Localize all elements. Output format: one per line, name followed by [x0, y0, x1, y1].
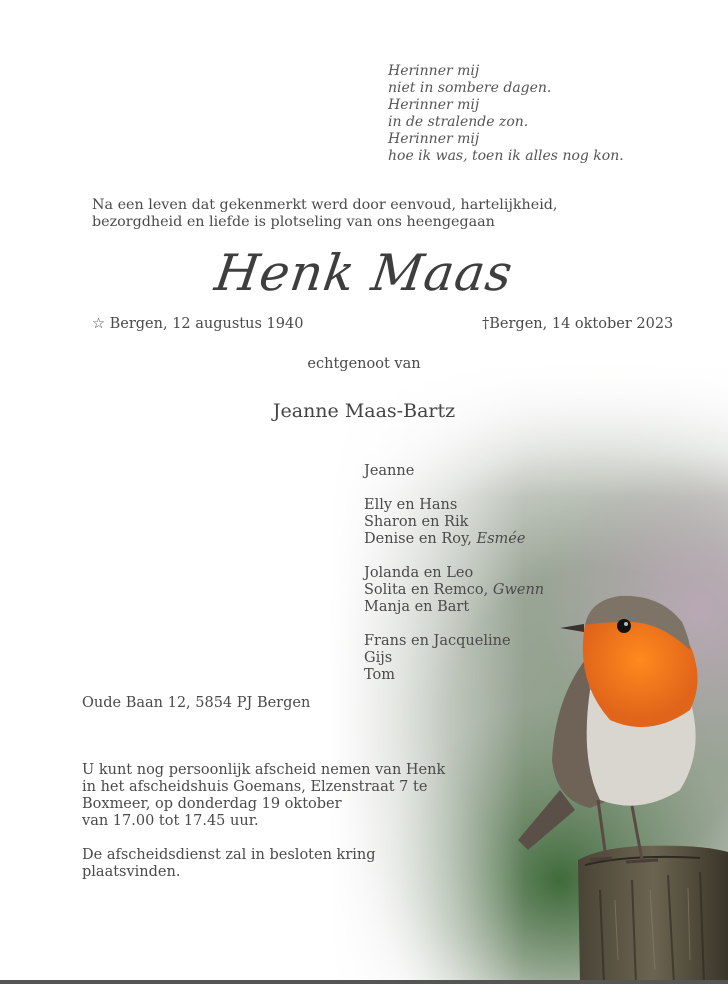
poem-line: hoe ik was, toen ik alles nog kon. [388, 148, 624, 164]
service-line: De afscheidsdienst zal in besloten kring [82, 847, 376, 863]
family-member: Elly en Hans [364, 497, 458, 513]
family-group [364, 565, 544, 616]
family-couple: Denise en Roy, [364, 531, 472, 547]
family-group [364, 633, 544, 684]
intro-line: Na een leven dat gekenmerkt werd door eenvoud, hartelijkheid, [92, 197, 558, 213]
page-bottom-border [0, 980, 728, 984]
service-line: van 17.00 tot 17.45 uur. [82, 813, 259, 829]
family-member [364, 531, 544, 548]
grandchild-name: Esmée [476, 531, 526, 547]
birth-text: Bergen, 12 augustus 1940 [109, 316, 304, 332]
family-member: Manja en Bart [364, 599, 470, 615]
service-line: Boxmeer, op donderdag 19 oktober [82, 796, 342, 812]
family-group [364, 463, 544, 480]
poem-line: Herinner mij [388, 97, 480, 113]
death-date [482, 316, 673, 333]
star-icon: ☆ [92, 316, 105, 332]
family-member [364, 582, 544, 599]
family-member: Sharon en Rik [364, 514, 469, 530]
cross-icon: † [482, 316, 490, 332]
poem-line: Herinner mij [388, 131, 480, 147]
home-address: Oude Baan 12, 5854 PJ Bergen [82, 695, 311, 711]
family-list [364, 463, 544, 701]
relation-label: echtgenoot van [307, 356, 421, 372]
deceased-name: Henk Maas [211, 244, 517, 302]
service-info [82, 762, 445, 881]
family-member: Frans en Jacqueline [364, 633, 511, 649]
grandchild-name: Gwenn [492, 582, 545, 598]
family-member: Tom [364, 667, 396, 683]
poem-line: in de stralende zon. [388, 114, 529, 130]
service-line: plaatsvinden. [82, 864, 181, 880]
poem-line: niet in sombere dagen. [388, 80, 552, 96]
family-group [364, 497, 544, 548]
family-member: Gijs [364, 650, 393, 666]
family-member: Jeanne [364, 463, 415, 479]
poem [388, 63, 624, 165]
service-line: U kunt nog persoonlijk afscheid nemen van Henk [82, 762, 446, 778]
spouse-name: Jeanne Maas-Bartz [272, 400, 456, 422]
wooden-post [578, 846, 728, 984]
service-line: in het afscheidshuis Goemans, Elzenstraat 7 te [82, 779, 428, 795]
intro-text [92, 197, 557, 231]
family-member: Jolanda en Leo [364, 565, 474, 581]
intro-line: bezorgdheid en liefde is plotseling van ons heengegaan [92, 214, 495, 230]
death-text: Bergen, 14 oktober 2023 [489, 316, 674, 332]
family-couple: Solita en Remco, [364, 582, 489, 598]
poem-line: Herinner mij [388, 63, 480, 79]
birth-date [92, 316, 303, 333]
